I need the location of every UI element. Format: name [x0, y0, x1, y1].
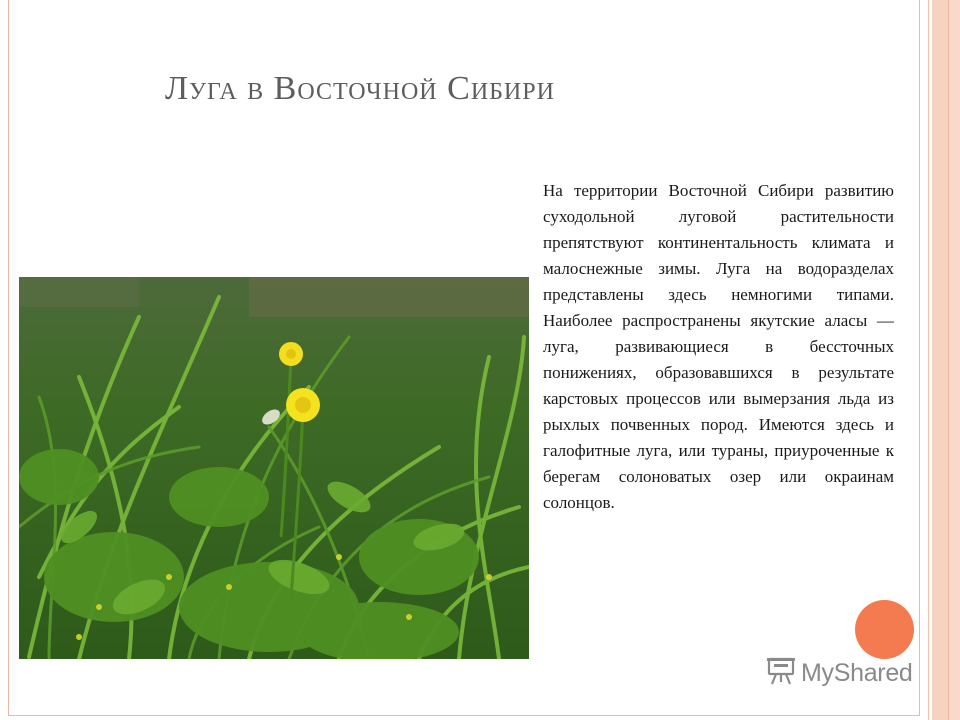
- meadow-photo: [19, 277, 529, 659]
- decorative-stripes: [924, 0, 960, 720]
- meadow-illustration: [19, 277, 529, 659]
- slide-body-text: На территории Восточной Сибири развитию суходольной луговой растительности препятствуют континентальность климата и малоснежные зимы. Луга на водоразделах представлены здесь немногими типами. Наиболее распространены якутские аласы — луга, развивающиеся в бессточных понижениях, образовавшихся в результате карстовых процессов или вымерзания льда из рыхлых почвенных пород. Имеются здесь и галофитные луга, или тураны, приуроченные к берегам солоноватых озер или окраинам солонцов.: [543, 181, 894, 512]
- slide-title: Луга в Восточной Сибири: [165, 70, 555, 107]
- decorative-circle: [855, 600, 914, 659]
- flower-large: [286, 388, 320, 422]
- flower-small: [279, 342, 303, 366]
- presentation-board-icon: [766, 656, 796, 691]
- myshared-watermark: [766, 655, 913, 691]
- watermark-text: MyShared: [801, 658, 913, 687]
